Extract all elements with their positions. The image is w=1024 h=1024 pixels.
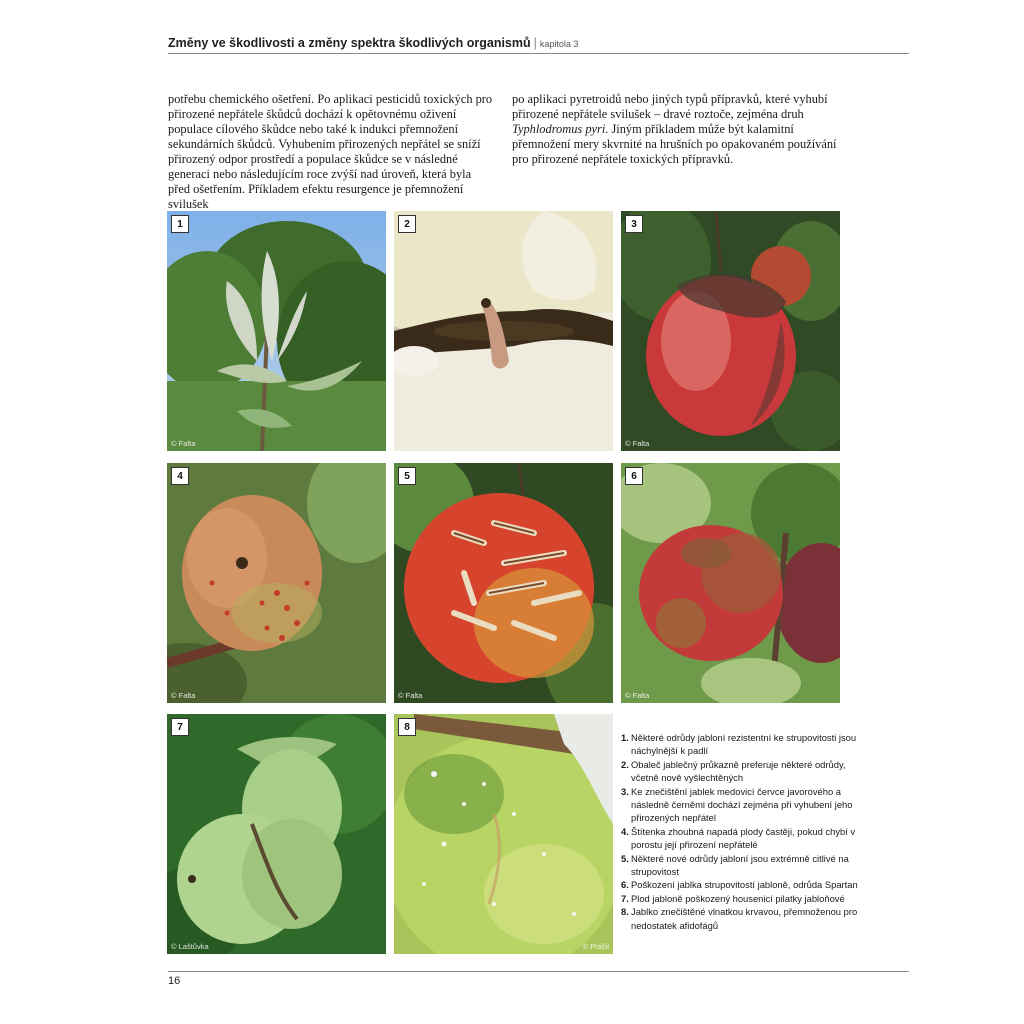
caption-number: 3. [621, 785, 629, 797]
photo-1-credit: © Falta [171, 439, 196, 448]
photo-7-credit: © Laštůvka [171, 942, 209, 951]
photo-7-number: 7 [171, 718, 189, 736]
photo-8-image [394, 714, 613, 954]
photo-4-image [167, 463, 386, 703]
caption-item [621, 905, 861, 932]
caption-item [621, 785, 861, 825]
photo-2-image [394, 211, 613, 451]
caption-item [621, 731, 861, 758]
caption-item [621, 892, 861, 905]
caption-text: Některé nové odrůdy jabloní jsou extrémně citlivé na strupovitost [631, 852, 849, 878]
caption-number: 7. [621, 892, 629, 904]
photo-4-credit: © Falta [171, 691, 196, 700]
body-paragraph-right [512, 92, 838, 167]
caption-number: 2. [621, 758, 629, 770]
caption-number: 4. [621, 825, 629, 837]
photo-1-number: 1 [171, 215, 189, 233]
photo-6 [621, 463, 840, 703]
photo-6-image [621, 463, 840, 703]
body-column-left [168, 92, 494, 212]
caption-item [621, 825, 861, 852]
photo-1-image [167, 211, 386, 451]
caption-number: 5. [621, 852, 629, 864]
photo-7 [167, 714, 386, 954]
photo-6-credit: © Falta [625, 691, 650, 700]
species-name: Typhlodromus pyri [512, 122, 606, 136]
photo-5 [394, 463, 613, 703]
caption-text: Obaleč jablečný průkazně preferuje některé odrůdy, včetně nově vyšlechtěných [631, 758, 846, 784]
running-header [168, 36, 909, 54]
caption-text: Poškození jablka strupovitostí jabloně, odrůda Spartan [631, 879, 858, 891]
body-paragraph-left: potřebu chemického ošetření. Po aplikaci pesticidů toxických pro přirozené nepřátele škůdců dochází k opětovnému oživení populace cílového škůdce nebo také k indukci přemnožení sekundárních škůdců. Vyhubením přirozených nepřátel se sníží přirozený odpor prostředí a populace škůdce se v následné generaci nebo následujícím roce zvýší nad úroveň, která byla před ošetřením. Příkladem efektu resurgence je přemnožení svilušek [168, 92, 493, 211]
photo-3 [621, 211, 840, 451]
photo-5-credit: © Falta [398, 691, 423, 700]
photo-3-number: 3 [625, 215, 643, 233]
photo-8 [394, 714, 613, 954]
photo-3-image [621, 211, 840, 451]
running-header-chapter: kapitola 3 [539, 39, 579, 49]
photo-8-number: 8 [398, 718, 416, 736]
photo-4-number: 4 [171, 467, 189, 485]
photo-1 [167, 211, 386, 451]
body-text-right-b: . Jiným příkladem může být kalamitní přemnožení mery skvrnité na hrušních po opakovaném používání pro přirozené nepřátele toxických přípravků. [512, 122, 837, 166]
photo-5-number: 5 [398, 467, 416, 485]
caption-text: Ke znečištění jablek medovicí červce javorového a následně černěmi dochází zejména při vyhubení jeho přirozených nepřátel [631, 785, 853, 824]
running-header-separator: | [533, 36, 537, 50]
body-column-right [512, 92, 838, 167]
photo-8-credit: © Prášil [582, 942, 609, 951]
photo-4 [167, 463, 386, 703]
page-number: 16 [168, 975, 181, 987]
caption-item [621, 878, 861, 891]
photo-3-credit: © Falta [625, 439, 650, 448]
photo-2 [394, 211, 613, 451]
photo-6-number: 6 [625, 467, 643, 485]
body-text-right-a: po aplikaci pyretroidů nebo jiných typů přípravků, které vyhubí přirozené nepřátele svilušek – dravé roztoče, zejména druh [512, 92, 828, 121]
photo-7-image [167, 714, 386, 954]
running-header-title: Změny ve škodlivosti a změny spektra škodlivých organismů [168, 36, 531, 50]
caption-text: Některé odrůdy jabloní rezistentní ke strupovitosti jsou náchylnější k padlí [631, 732, 857, 757]
caption-text: Plod jabloně poškozený housenicí pilatky jabloňové [631, 892, 845, 904]
photo-5-image [394, 463, 613, 703]
caption-number: 6. [621, 879, 629, 891]
caption-item [621, 758, 861, 785]
caption-number: 1. [621, 732, 629, 743]
caption-item [621, 852, 861, 879]
footer-rule [168, 971, 909, 972]
caption-number: 8. [621, 906, 629, 918]
caption-list [621, 731, 861, 932]
header-rule [168, 53, 909, 54]
caption-text: Jablko znečištěné vlnatkou krvavou, přemnoženou pro nedostatek afidofágů [631, 906, 858, 931]
photo-2-number: 2 [398, 215, 416, 233]
caption-text: Štítenka zhoubná napadá plody častěji, pokud chybí v porostu její přirození nepřátelé [631, 825, 856, 851]
